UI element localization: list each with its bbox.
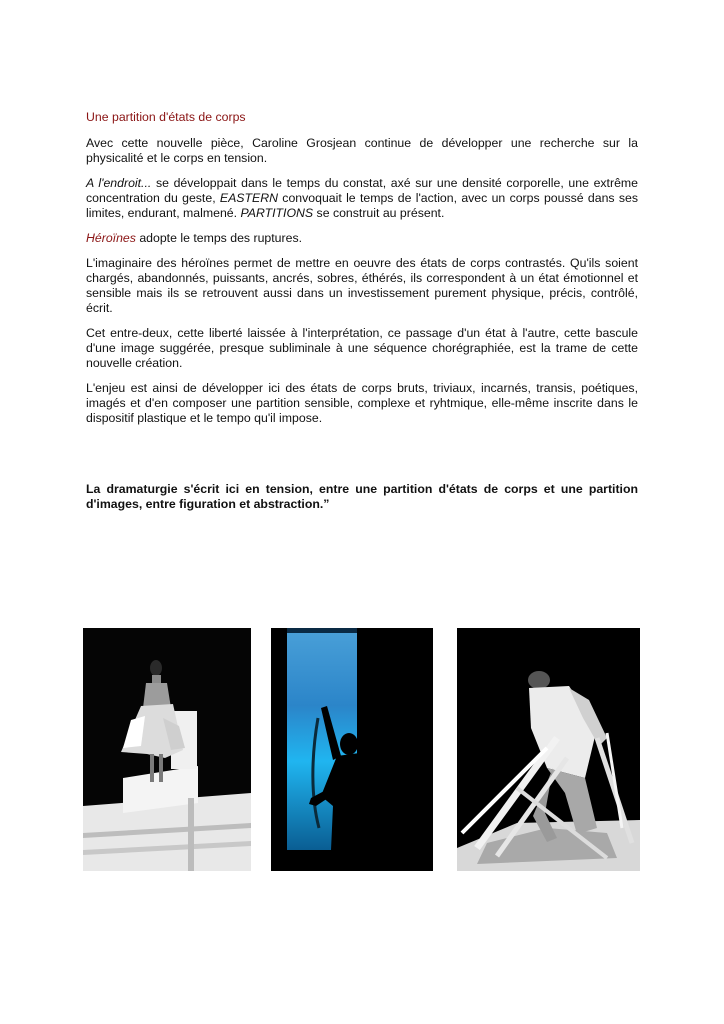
paragraph-text: se construit au présent. bbox=[313, 206, 445, 220]
photo-dancer-platform-image bbox=[83, 628, 251, 871]
work-title-eastern: EASTERN bbox=[219, 191, 278, 205]
paragraph-intro: Avec cette nouvelle pièce, Caroline Grosjean continue de développer une recherche sur la physicalité et le corps en tension. bbox=[86, 136, 638, 165]
photo-dancer-ribbons bbox=[457, 628, 640, 871]
work-title-heroines: Héroïnes bbox=[86, 231, 136, 245]
section-heading: Une partition d'états de corps bbox=[86, 110, 246, 124]
paragraph-previous-works bbox=[86, 176, 638, 221]
paragraph-text: convoquait le temps de l'action, avec un corps poussé dans ses limites, endurant, malmené. bbox=[86, 191, 638, 220]
paragraph-imaginary: L'imaginaire des héroïnes permet de mettre en oeuvre des états de corps contrastés. Qu'ils soient chargés, abandonnés, puissants, ancrés, sobres, éthérés, ils correspondent à un état émotionnel et sensible mais ils se retrouvent aussi dans un investissement purement physique, précis, contrôlé, écrit. bbox=[86, 256, 638, 315]
paragraph-stakes: L'enjeu est ainsi de développer ici des états de corps bruts, triviaux, incarnés, transis, poétiques, imagés et d'en composer une partition sensible, complexe et ryhtmique, elle-même inscrite dans le dispositif plastique et le tempo qu'il impose. bbox=[86, 381, 638, 425]
photo-silhouette-blue-image bbox=[271, 628, 433, 871]
photo-dancer-platform bbox=[83, 628, 251, 871]
paragraph-between: Cet entre-deux, cette liberté laissée à l'interprétation, ce passage d'un état à l'autre, cette bascule d'une image suggérée, presque subliminale à une séquence chorégraphiée, est la trame de cette nouvelle création. bbox=[86, 326, 638, 370]
paragraph-heroines bbox=[86, 231, 638, 246]
conclusion-statement: La dramaturgie s'écrit ici en tension, entre une partition d'états de corps et une partition d'images, entre figuration et abstraction.” bbox=[86, 482, 638, 511]
photo-dancer-ribbons-image bbox=[457, 628, 640, 871]
photo-silhouette-blue bbox=[271, 628, 433, 871]
paragraph-text: se développait dans le temps du constat, axé sur une densité corporelle, une extrême concentration du geste, bbox=[86, 176, 638, 205]
paragraph-text: adopte le temps des ruptures. bbox=[135, 231, 303, 245]
work-title-partitions: PARTITIONS bbox=[240, 206, 314, 220]
work-title-a-lendroit: A l'endroit... bbox=[86, 176, 152, 190]
body-text bbox=[86, 110, 638, 436]
